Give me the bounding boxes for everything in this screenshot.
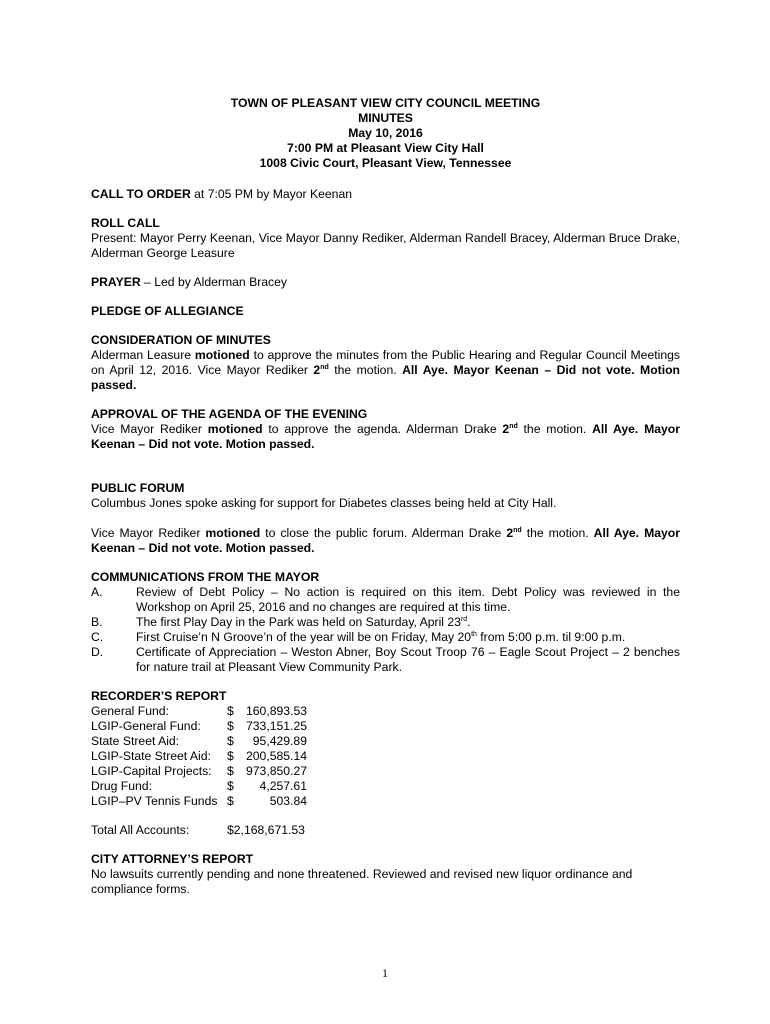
total-value: $2,168,671.53 bbox=[227, 823, 305, 837]
header-address: 1008 Civic Court, Pleasant View, Tennessee bbox=[259, 156, 512, 170]
account-name: LGIP–PV Tennis Funds bbox=[91, 794, 218, 808]
pledge-heading: PLEDGE OF ALLEGIANCE bbox=[91, 304, 244, 318]
roll-call-section bbox=[91, 216, 680, 261]
document-page bbox=[91, 96, 680, 897]
attorney-text: No lawsuits currently pending and none threatened. Reviewed and revised new liquor ordinance and compliance forms. bbox=[91, 867, 633, 896]
recorder-section bbox=[91, 689, 680, 838]
forum-text-part: to close the public forum. Alderman Drake bbox=[260, 526, 507, 540]
agenda-text-part: Vice Mayor Rediker bbox=[91, 422, 208, 436]
agenda-motioned: motioned bbox=[207, 422, 263, 436]
mayor-item-a bbox=[91, 585, 680, 615]
account-name: LGIP-General Fund: bbox=[91, 719, 201, 733]
item-sup: rd bbox=[460, 615, 468, 623]
recorder-heading: RECORDER’S REPORT bbox=[91, 689, 227, 703]
minutes-heading: CONSIDERATION OF MINUTES bbox=[91, 333, 271, 347]
public-forum-text: Columbus Jones spoke asking for support for Diabetes classes being held at City Hall. bbox=[91, 496, 557, 510]
item-text: Review of Debt Policy – No action is required on this item. Debt Policy was reviewed in the Workshop on April 25, 2016 and no changes are required at this time. bbox=[136, 585, 680, 614]
minutes-text-part: Alderman Leasure bbox=[91, 348, 195, 362]
account-amount: 4,257.61 bbox=[259, 779, 307, 793]
account-row bbox=[91, 794, 307, 809]
call-to-order-section bbox=[91, 187, 680, 202]
item-text bbox=[136, 615, 680, 630]
total-label: Total All Accounts: bbox=[91, 823, 190, 837]
forum-text-part: Vice Mayor Rediker bbox=[91, 526, 206, 540]
item-label: D. bbox=[91, 645, 104, 659]
minutes-text-part: the motion. bbox=[328, 363, 403, 377]
prayer-heading: PRAYER bbox=[91, 275, 141, 289]
total-accounts-row bbox=[91, 823, 680, 838]
item-text-part: from 5:00 p.m. til 9:00 p.m. bbox=[476, 630, 626, 644]
mayor-item-b bbox=[91, 615, 680, 630]
agenda-second: 2 bbox=[502, 422, 510, 436]
call-to-order-heading: CALL TO ORDER bbox=[91, 187, 191, 201]
attorney-heading: CITY ATTORNEY’S REPORT bbox=[91, 852, 254, 866]
minutes-result: All Aye. Mayor Keenan – Did not vote. Motion passed. bbox=[91, 363, 680, 392]
account-amount: 503.84 bbox=[269, 794, 307, 808]
forum-text-part: the motion. bbox=[521, 526, 594, 540]
roll-call-heading: ROLL CALL bbox=[91, 216, 160, 230]
item-label: B. bbox=[91, 615, 103, 629]
item-text-part: . bbox=[467, 615, 471, 629]
account-row bbox=[91, 719, 307, 734]
account-amount: 160,893.53 bbox=[246, 704, 307, 718]
minutes-second: 2 bbox=[313, 363, 321, 377]
account-amount: 200,585.14 bbox=[246, 749, 307, 763]
item-text-part: First Cruise’n N Groove’n of the year will be on Friday, May 20 bbox=[136, 630, 472, 644]
account-row bbox=[91, 704, 307, 719]
account-dollar-sign: $ bbox=[227, 749, 234, 763]
document-header bbox=[91, 96, 680, 171]
minutes-motioned: motioned bbox=[194, 348, 250, 362]
forum-motioned: motioned bbox=[205, 526, 261, 540]
page-number: 1 bbox=[382, 966, 388, 980]
agenda-second-sup: nd bbox=[509, 422, 518, 430]
minutes-section bbox=[91, 333, 680, 393]
mayor-section bbox=[91, 570, 680, 675]
prayer-text: – Led by Alderman Bracey bbox=[140, 275, 288, 289]
mayor-heading: COMMUNICATIONS FROM THE MAYOR bbox=[91, 570, 320, 584]
pledge-section bbox=[91, 304, 680, 319]
account-row bbox=[91, 749, 307, 764]
account-dollar-sign: $ bbox=[227, 719, 234, 733]
account-name: LGIP-Capital Projects: bbox=[91, 764, 212, 778]
account-dollar-sign: $ bbox=[227, 734, 234, 748]
mayor-items-list bbox=[91, 585, 680, 675]
item-label: C. bbox=[91, 630, 104, 644]
account-amount: 733,151.25 bbox=[246, 719, 307, 733]
account-dollar-sign: $ bbox=[227, 764, 234, 778]
header-date: May 10, 2016 bbox=[348, 126, 423, 140]
item-text bbox=[136, 630, 680, 645]
account-row bbox=[91, 734, 307, 749]
agenda-heading: APPROVAL OF THE AGENDA OF THE EVENING bbox=[91, 407, 368, 421]
forum-second: 2 bbox=[506, 526, 514, 540]
agenda-result: All Aye. Mayor Keenan – Did not vote. Motion passed. bbox=[91, 422, 680, 451]
account-row bbox=[91, 779, 307, 794]
call-to-order-text: at 7:05 PM by Mayor Keenan bbox=[190, 187, 353, 201]
forum-second-sup: nd bbox=[513, 526, 522, 534]
account-name: State Street Aid: bbox=[91, 734, 180, 748]
account-dollar-sign: $ bbox=[227, 779, 234, 793]
item-label: A. bbox=[91, 585, 103, 599]
account-name: Drug Fund: bbox=[91, 779, 152, 793]
account-amount: 973,850.27 bbox=[246, 764, 307, 778]
account-name: General Fund: bbox=[91, 704, 169, 718]
agenda-section bbox=[91, 407, 680, 452]
roll-call-text: Present: Mayor Perry Keenan, Vice Mayor Danny Rediker, Alderman Randell Bracey, Alderman Bruce Drake, Alderman George Leasure bbox=[91, 231, 680, 260]
minutes-text bbox=[91, 348, 680, 393]
header-title: TOWN OF PLEASANT VIEW CITY COUNCIL MEETING bbox=[230, 96, 541, 110]
public-forum-heading: PUBLIC FORUM bbox=[91, 481, 185, 495]
public-forum-motion bbox=[91, 526, 680, 556]
account-dollar-sign: $ bbox=[227, 794, 234, 808]
header-subtitle: MINUTES bbox=[358, 111, 413, 125]
item-sup: th bbox=[471, 630, 477, 638]
forum-result: All Aye. Mayor Keenan – Did not vote. Motion passed. bbox=[91, 526, 680, 555]
account-name: LGIP-State Street Aid: bbox=[91, 749, 211, 763]
attorney-section bbox=[91, 852, 680, 897]
item-text: Certificate of Appreciation – Weston Abner, Boy Scout Troop 76 – Eagle Scout Project – 2 benches for nature trail at Pleasant View Community Park. bbox=[136, 645, 680, 674]
agenda-text-part: to approve the agenda. Alderman Drake bbox=[262, 422, 503, 436]
account-row bbox=[91, 764, 307, 779]
minutes-text-part: to approve the minutes from the Public Hearing and Regular Council Meetings on April 12, 2016. Vice Mayor Rediker bbox=[91, 348, 680, 377]
account-amount: 95,429.89 bbox=[252, 734, 307, 748]
public-forum-section bbox=[91, 481, 680, 556]
agenda-text-part: the motion. bbox=[517, 422, 593, 436]
agenda-text bbox=[91, 422, 680, 452]
item-text-part: The first Play Day in the Park was held on Saturday, April 23 bbox=[136, 615, 461, 629]
accounts-table bbox=[91, 704, 307, 809]
minutes-second-sup: nd bbox=[320, 363, 329, 371]
account-dollar-sign: $ bbox=[227, 704, 234, 718]
header-time-location: 7:00 PM at Pleasant View City Hall bbox=[287, 141, 484, 155]
mayor-item-c bbox=[91, 630, 680, 645]
prayer-section bbox=[91, 275, 680, 290]
mayor-item-d bbox=[91, 645, 680, 675]
